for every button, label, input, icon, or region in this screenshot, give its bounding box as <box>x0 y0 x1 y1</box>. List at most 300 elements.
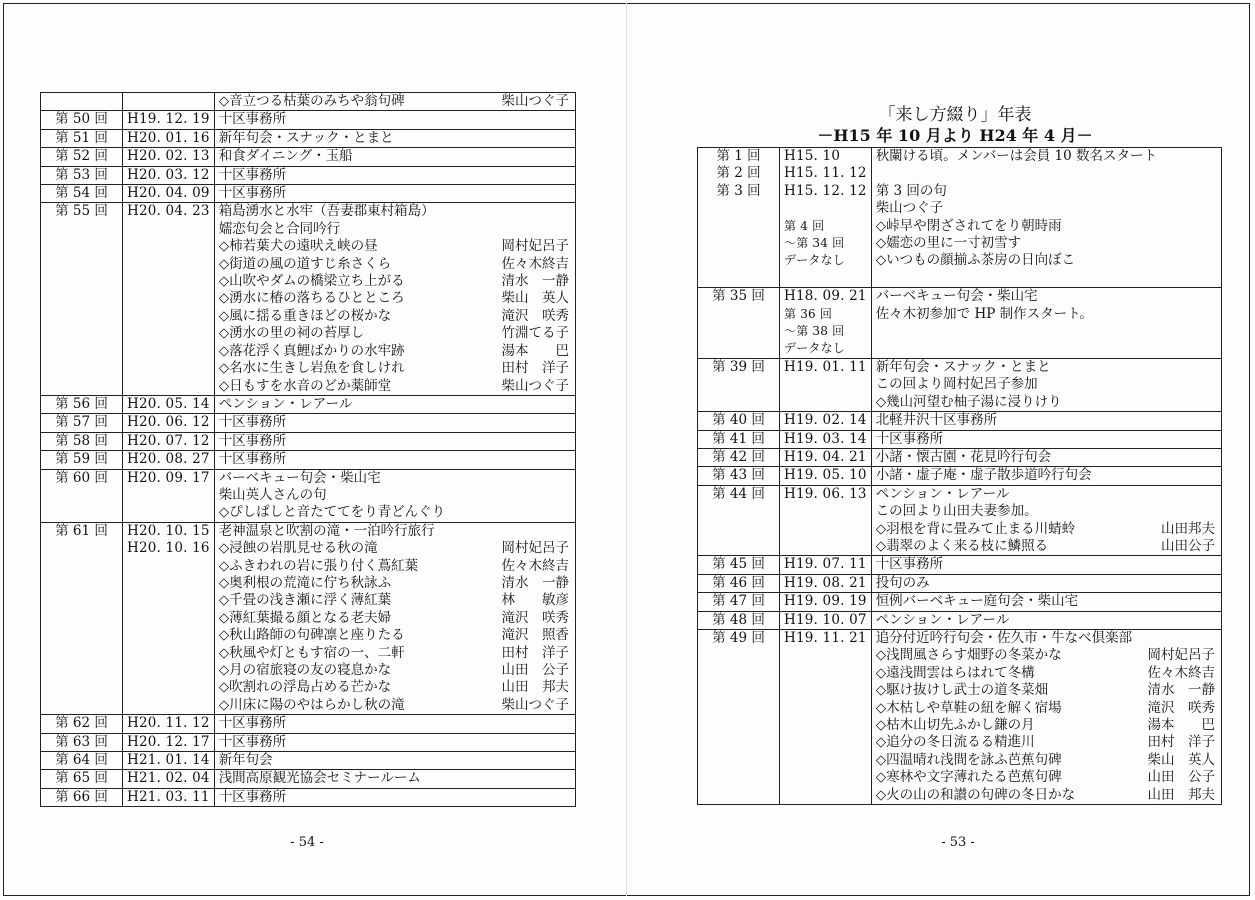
meeting-number-line: 第 53 回 <box>55 166 108 183</box>
table-row <box>698 467 1222 485</box>
meeting-date-line: H21. 02. 04 <box>127 770 210 787</box>
haiku-line <box>876 717 1217 734</box>
detail-text: ◇幾山河望む柚子湯に浸りけり <box>875 393 1062 410</box>
haiku-line <box>219 592 571 609</box>
detail-line <box>219 433 571 450</box>
meeting-date-line: H20. 09. 17 <box>127 469 210 486</box>
meeting-date-line: H20. 04. 23 <box>127 203 210 220</box>
haiku-author: 柴山つぐ子 <box>501 377 569 394</box>
meeting-number-line: 第 48 回 <box>712 611 765 628</box>
meeting-details <box>214 715 575 733</box>
meeting-date-line: H19. 12. 19 <box>127 111 210 128</box>
date-note: ～第 34 回 <box>784 236 845 251</box>
meeting-details <box>214 93 575 111</box>
meeting-number-line: 第 65 回 <box>55 770 108 787</box>
meeting-details <box>871 485 1221 556</box>
detail-line <box>876 431 1217 448</box>
meeting-number <box>41 185 123 203</box>
detail-text: 箱島湧水と水牢（吾妻郡東村箱島） <box>218 203 435 220</box>
haiku-line <box>219 308 571 325</box>
meeting-date <box>780 448 872 466</box>
detail-line <box>876 394 1217 411</box>
meeting-number-line: 第 45 回 <box>712 556 765 573</box>
detail-text: 十区事務所 <box>218 432 287 449</box>
detail-line <box>219 396 571 413</box>
meeting-date <box>123 129 215 147</box>
haiku-line <box>876 647 1217 664</box>
date-spacer <box>127 93 210 110</box>
date-note: データなし <box>784 341 846 356</box>
detail-line <box>219 130 571 147</box>
haiku-author: 岡村妃呂子 <box>501 540 569 557</box>
right-page-table <box>697 147 1222 805</box>
haiku-author: 滝沢 照香 <box>501 627 569 644</box>
haiku-text: ◇千畳の浅き瀬に浮く薄紅葉 <box>218 592 392 609</box>
meeting-date-line: H19. 05. 10 <box>784 467 867 484</box>
meeting-number-line: 第 49 回 <box>712 629 765 646</box>
detail-text: ◇ぴしぱしと音たててをり青どんぐり <box>218 504 446 521</box>
meeting-number <box>698 358 780 411</box>
detail-line <box>219 185 571 202</box>
detail-line <box>876 503 1217 520</box>
meeting-number <box>41 522 123 714</box>
detail-line <box>876 593 1217 610</box>
detail-line <box>876 218 1217 235</box>
meeting-details <box>214 432 575 450</box>
haiku-text: ◇名水に生きし岩魚を食しけれ <box>218 360 405 377</box>
meeting-date-line: H19. 01. 11 <box>784 358 867 375</box>
haiku-text: ◇秋風や灯ともす宿の一、二軒 <box>218 644 405 661</box>
table-row <box>41 469 576 522</box>
haiku-line <box>876 665 1217 682</box>
haiku-author: 清水 一静 <box>501 574 569 591</box>
meeting-number <box>41 788 123 806</box>
detail-text <box>876 323 880 340</box>
haiku-text: ◇吹割れの浮島占める芒かな <box>218 679 392 696</box>
haiku-text: ◇浅間風さらす畑野の冬菜かな <box>875 647 1062 664</box>
meeting-date-line: H19. 08. 21 <box>784 574 867 591</box>
haiku-line <box>876 769 1217 786</box>
detail-text: 十区事務所 <box>875 556 944 573</box>
date-note: データなし <box>784 253 846 268</box>
haiku-author: 山田 邦夫 <box>501 679 569 696</box>
detail-line <box>219 203 571 220</box>
detail-text: 浅間高原観光協会セミナールーム <box>218 770 421 787</box>
meeting-details <box>214 752 575 770</box>
detail-line <box>876 376 1217 393</box>
detail-line <box>219 770 571 787</box>
meeting-details <box>871 288 1221 359</box>
meeting-number-line: 第 60 回 <box>55 469 108 486</box>
table-row <box>41 451 576 469</box>
haiku-author: 山田 公子 <box>1147 769 1215 786</box>
meeting-date-line: H20. 11. 12 <box>127 715 210 732</box>
table-row <box>41 770 576 788</box>
meeting-date <box>780 611 872 629</box>
detail-text: 秋闌ける頃。メンバーは会員 10 数名スタート <box>875 148 1158 164</box>
detail-text <box>876 165 880 182</box>
meeting-date-line: H20. 10. 16 <box>127 540 210 557</box>
detail-line <box>219 221 571 238</box>
table-row <box>41 432 576 450</box>
meeting-number-line: 第 59 回 <box>55 451 108 468</box>
haiku-text: ◇秋山路師の句碑凛と座りたる <box>218 627 405 644</box>
meeting-details <box>871 430 1221 448</box>
meeting-number-line: 第 55 回 <box>55 203 108 220</box>
detail-line <box>876 630 1217 647</box>
table-row <box>698 412 1222 430</box>
haiku-line <box>219 662 571 679</box>
haiku-line <box>219 610 571 627</box>
detail-text: 小諸・懐古園・花見吟行句会 <box>875 448 1052 465</box>
detail-text: バーベキュー句会・柴山宅 <box>218 469 381 486</box>
left-page-number: - 54 - <box>290 835 324 850</box>
haiku-text: ◇駆け抜けし武士の道冬菜畑 <box>875 682 1049 699</box>
meeting-number <box>698 556 780 574</box>
detail-line <box>219 487 571 504</box>
meeting-details <box>214 414 575 432</box>
meeting-number <box>41 111 123 129</box>
haiku-text: ◇街道の風の道すじ糸さくら <box>218 255 392 272</box>
meeting-date <box>123 395 215 413</box>
table-row <box>698 574 1222 592</box>
detail-text: ◇峠早や閉ざされてをり朝時雨 <box>875 217 1062 234</box>
meeting-number <box>41 451 123 469</box>
haiku-author: 佐々木終吉 <box>1147 664 1215 681</box>
meeting-date-line: H15. 11. 12 <box>784 165 867 182</box>
detail-line <box>876 575 1217 592</box>
detail-line <box>876 467 1217 484</box>
chronology-title: 「来し方綴り」年表 <box>878 105 1032 125</box>
detail-text: この回より岡村妃呂子参加 <box>875 376 1038 393</box>
detail-line <box>876 235 1217 252</box>
detail-text: 十区事務所 <box>218 185 287 202</box>
meeting-date <box>123 414 215 432</box>
meeting-number <box>41 166 123 184</box>
meeting-date <box>123 469 215 522</box>
meeting-details <box>214 111 575 129</box>
meeting-date <box>123 148 215 166</box>
meeting-date-line: H19. 04. 21 <box>784 448 867 465</box>
table-row <box>698 448 1222 466</box>
detail-text: 十区事務所 <box>218 414 287 431</box>
haiku-text: ◇落花浮く真鯉ばかりの水牢跡 <box>218 342 405 359</box>
detail-line <box>876 556 1217 573</box>
meeting-date <box>780 412 872 430</box>
haiku-author: 佐々木終吉 <box>501 557 569 574</box>
detail-text: 十区事務所 <box>875 430 944 447</box>
haiku-author: 竹淵てる子 <box>501 325 569 342</box>
meeting-details <box>871 448 1221 466</box>
meeting-number <box>698 611 780 629</box>
meeting-date <box>780 358 872 411</box>
haiku-text: ◇寒林や文字薄れたる芭蕉句碑 <box>875 769 1062 786</box>
meeting-date-line: H20. 08. 27 <box>127 451 210 468</box>
meeting-details <box>214 129 575 147</box>
meeting-number-line: 第 56 回 <box>55 395 108 412</box>
haiku-line <box>876 682 1217 699</box>
meeting-date <box>123 93 215 111</box>
meeting-date-line: H19. 06. 13 <box>784 485 867 502</box>
meeting-number-line: 第 52 回 <box>55 148 108 165</box>
haiku-line <box>219 627 571 644</box>
haiku-author: 山田邦夫 <box>1161 520 1215 537</box>
detail-line <box>876 288 1217 305</box>
table-row <box>41 715 576 733</box>
detail-text: ◇いつもの顔揃ふ茶房の日向ぼこ <box>875 252 1076 269</box>
meeting-number-line: 第 42 回 <box>712 448 765 465</box>
detail-line <box>876 340 1217 357</box>
table-row <box>698 611 1222 629</box>
haiku-text: ◇遠浅間雲はらはれて冬構 <box>875 664 1035 681</box>
detail-line <box>219 451 571 468</box>
haiku-text: ◇枯木山切先ふかし鎌の月 <box>875 717 1035 733</box>
meeting-number <box>41 414 123 432</box>
table-row <box>41 129 576 147</box>
meeting-details <box>214 185 575 203</box>
meeting-details <box>214 203 575 395</box>
haiku-text: ◇火の山の和讃の句碑の冬日かな <box>875 786 1076 803</box>
haiku-line <box>219 238 571 255</box>
meeting-date-line: H19. 09. 19 <box>784 593 867 610</box>
meeting-details <box>871 556 1221 574</box>
detail-line <box>219 167 571 184</box>
meeting-details <box>214 166 575 184</box>
meeting-date <box>780 288 872 359</box>
detail-text: 嬬恋句会と合同吟行 <box>218 220 341 237</box>
detail-line <box>876 148 1217 165</box>
meeting-number <box>41 203 123 395</box>
detail-line <box>219 789 571 806</box>
detail-text: 恒例バーベキュー庭句会・柴山宅 <box>875 593 1079 610</box>
meeting-date-line: H21. 03. 11 <box>127 788 210 805</box>
meeting-details <box>871 467 1221 485</box>
haiku-author: 田村 洋子 <box>501 644 569 661</box>
detail-text: 十区事務所 <box>218 733 287 750</box>
detail-text: ペンション・レアール <box>875 611 1010 628</box>
meeting-details <box>214 395 575 413</box>
meeting-number <box>698 288 780 359</box>
meeting-details <box>214 469 575 522</box>
meeting-date-line: H20. 07. 12 <box>127 432 210 449</box>
meeting-details <box>871 611 1221 629</box>
meeting-details <box>214 522 575 714</box>
detail-text <box>876 340 880 357</box>
haiku-author: 佐々木終吉 <box>501 255 569 272</box>
haiku-line <box>219 343 571 360</box>
detail-line <box>219 148 571 165</box>
haiku-text: ◇奥利根の荒滝に佇ち秋詠ふ <box>218 574 392 591</box>
meeting-number <box>698 593 780 611</box>
detail-text: 十区事務所 <box>218 111 287 128</box>
meeting-date <box>123 770 215 788</box>
table-row <box>698 593 1222 611</box>
haiku-line <box>219 540 571 557</box>
detail-line <box>219 504 571 521</box>
detail-text <box>876 270 880 287</box>
table-row <box>698 629 1222 804</box>
haiku-line <box>876 734 1217 751</box>
meeting-details <box>871 358 1221 411</box>
meeting-number-line: 第 64 回 <box>55 752 108 769</box>
meeting-number <box>698 412 780 430</box>
haiku-line <box>876 538 1217 555</box>
date-note: ～第 38 回 <box>784 324 845 339</box>
meeting-number <box>698 629 780 804</box>
meeting-number-line: 第 58 回 <box>55 432 108 449</box>
right-page-number: - 53 - <box>941 835 975 850</box>
date-spacer <box>784 200 867 217</box>
haiku-author: 林 敏彦 <box>501 592 569 609</box>
detail-text: ペンション・レアール <box>875 485 1010 502</box>
detail-line <box>219 111 571 128</box>
date-note: 第 4 回 <box>784 218 825 233</box>
haiku-author: 柴山 英人 <box>501 290 569 307</box>
meeting-number-line: 第 2 回 <box>716 165 761 182</box>
haiku-text: ◇山吹やダムの橋梁立ち上がる <box>218 273 405 290</box>
detail-text: ◇嬬恋の里に一寸初雪す <box>875 235 1022 252</box>
haiku-line <box>219 273 571 290</box>
meeting-number <box>41 752 123 770</box>
haiku-author: 湯本 巴 <box>1147 717 1215 733</box>
meeting-date <box>123 203 215 395</box>
detail-text: 新年句会・スナック・とまと <box>218 129 394 146</box>
haiku-text: ◇湧水の里の祠の苔厚し <box>218 325 365 342</box>
haiku-author: 滝沢 咲秀 <box>501 307 569 324</box>
table-row <box>41 148 576 166</box>
table-row <box>41 93 576 111</box>
meeting-date-line: H20. 12. 17 <box>127 733 210 750</box>
detail-line <box>876 412 1217 429</box>
detail-text: 新年句会・スナック・とまと <box>875 358 1051 375</box>
meeting-date <box>780 467 872 485</box>
meeting-details <box>214 451 575 469</box>
meeting-date-line: H18. 09. 21 <box>784 288 867 305</box>
meeting-details <box>214 733 575 751</box>
detail-line <box>219 734 571 751</box>
haiku-text: ◇四温晴れ浅間を詠ふ芭蕉句碑 <box>875 751 1062 768</box>
haiku-text: ◇木枯しや草鞋の紐を解く宿場 <box>875 699 1062 716</box>
detail-text: 新年句会 <box>218 752 273 769</box>
haiku-line <box>219 378 571 395</box>
meeting-number <box>41 148 123 166</box>
haiku-author: 柴山つぐ子 <box>501 93 569 109</box>
haiku-line <box>219 679 571 696</box>
meeting-date-line: H15. 10 <box>784 148 841 164</box>
table-row <box>698 148 1222 288</box>
haiku-text: ◇月の宿旅寝の友の寝息かな <box>218 662 392 678</box>
meeting-date <box>780 556 872 574</box>
haiku-text: ◇日もすを水音のどか薬師堂 <box>218 377 392 394</box>
left-page-table <box>40 92 576 807</box>
meeting-date <box>780 593 872 611</box>
meeting-number-line: 第 63 回 <box>55 733 108 750</box>
meeting-details <box>871 148 1221 288</box>
meeting-date <box>123 185 215 203</box>
meeting-date <box>123 715 215 733</box>
haiku-author: 清水 一静 <box>1147 682 1215 699</box>
meeting-number <box>41 770 123 788</box>
meeting-date <box>780 485 872 556</box>
haiku-line <box>219 645 571 662</box>
haiku-text: ◇翡翠のよく来る枝に鱗照る <box>875 537 1049 554</box>
haiku-line <box>219 290 571 307</box>
detail-text: 老神温泉と吹割の滝・一泊吟行旅行 <box>218 522 435 539</box>
table-row <box>698 358 1222 411</box>
page-gutter <box>626 3 627 896</box>
meeting-number-line: 第 50 回 <box>55 111 108 128</box>
meeting-date <box>123 432 215 450</box>
meeting-date-line: H20. 01. 16 <box>127 129 210 146</box>
meeting-number <box>41 93 123 111</box>
haiku-line <box>876 521 1217 538</box>
haiku-author: 山田 邦夫 <box>1147 786 1215 803</box>
detail-line <box>876 359 1217 376</box>
meeting-number-line: 第 51 回 <box>55 129 108 146</box>
meeting-number <box>698 574 780 592</box>
meeting-details <box>871 629 1221 804</box>
table-row <box>41 752 576 770</box>
detail-text: 十区事務所 <box>218 715 287 732</box>
meeting-details <box>214 148 575 166</box>
detail-text: 投句のみ <box>875 574 930 591</box>
meeting-date-line: H19. 02. 14 <box>784 412 867 429</box>
meeting-details <box>871 574 1221 592</box>
haiku-author: 田村 洋子 <box>1147 734 1215 751</box>
table-row <box>698 288 1222 359</box>
detail-text: 十区事務所 <box>218 788 287 805</box>
meeting-number <box>41 733 123 751</box>
table-row <box>698 430 1222 448</box>
detail-line <box>876 270 1217 287</box>
haiku-line <box>876 700 1217 717</box>
haiku-author: 柴山つぐ子 <box>501 696 569 713</box>
meeting-details <box>214 770 575 788</box>
meeting-date-line: H19. 11. 21 <box>784 629 867 646</box>
meeting-number <box>41 715 123 733</box>
haiku-line <box>219 256 571 273</box>
meeting-date <box>123 111 215 129</box>
meeting-number <box>41 395 123 413</box>
meeting-number-line: 第 47 回 <box>712 593 765 610</box>
haiku-author: 岡村妃呂子 <box>501 238 569 255</box>
detail-text: ペンション・レアール <box>218 395 353 412</box>
haiku-line <box>219 697 571 714</box>
table-row <box>41 166 576 184</box>
haiku-text: ◇追分の冬日流るる精進川 <box>875 734 1035 751</box>
meeting-number-line: 第 62 回 <box>55 715 108 732</box>
table-row <box>41 185 576 203</box>
meeting-date-line: H20. 05. 14 <box>127 395 210 412</box>
detail-line <box>876 165 1217 182</box>
haiku-line <box>876 752 1217 769</box>
table-row <box>41 788 576 806</box>
detail-text: 和食ダイニング・玉船 <box>218 148 353 165</box>
table-row <box>41 733 576 751</box>
table-row <box>41 395 576 413</box>
meeting-date-line: H20. 04. 09 <box>127 185 210 202</box>
meeting-details <box>871 593 1221 611</box>
haiku-line <box>219 93 571 110</box>
meeting-number <box>41 469 123 522</box>
meeting-date-line: H19. 07. 11 <box>784 556 867 573</box>
detail-line <box>219 523 571 540</box>
detail-text: 柴山英人さんの句 <box>218 486 327 503</box>
detail-line <box>219 414 571 431</box>
detail-text: 柴山つぐ子 <box>875 200 944 217</box>
haiku-author: 山田公子 <box>1161 537 1215 554</box>
meeting-number-line: 第 39 回 <box>712 358 765 375</box>
